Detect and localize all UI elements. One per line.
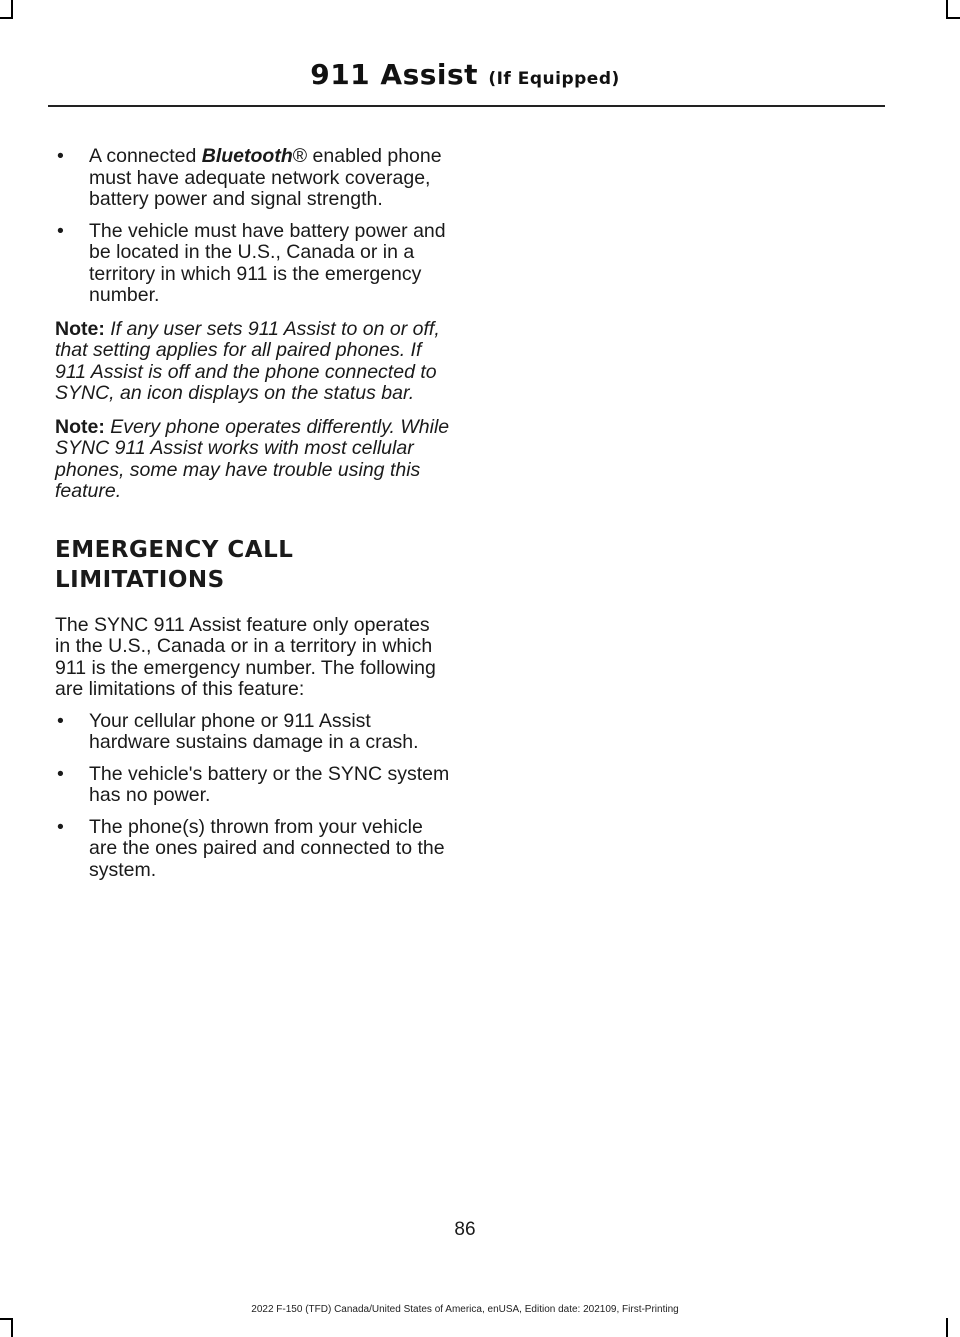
crop-mark-top-right <box>946 0 948 18</box>
list-item: • A connected Bluetooth® enabled phone must have adequate network coverage, battery power and signal strength. <box>57 145 442 210</box>
page-number: 86 <box>454 1219 476 1240</box>
crop-mark-top-right-h <box>946 17 960 19</box>
note-label: Note: <box>55 317 105 340</box>
header-title: 911 Assist <box>310 58 479 91</box>
bullet-glyph: • <box>57 815 64 838</box>
bullet-glyph: • <box>57 145 64 167</box>
header-divider <box>48 105 885 107</box>
note-text: Every phone operates differently. While SYNC 911 Assist works with most cellular phones, some may have trouble using this feature. <box>55 415 450 502</box>
footer-edition-info: 2022 F-150 (TFD) Canada/United States of America, enUSA, Edition date: 202109, First-Printing <box>251 1304 679 1315</box>
list-item: • The vehicle must have battery power and be located in the U.S., Canada or in a territory in which 911 is the emergency number. <box>57 219 446 306</box>
page-header <box>0 58 930 91</box>
list-item: • The vehicle's battery or the SYNC system has no power. <box>57 762 450 806</box>
note-paired-phones <box>55 319 450 405</box>
section-heading: EMERGENCY CALL LIMITATIONS <box>55 536 294 593</box>
bullet-glyph: • <box>57 709 64 732</box>
limitations-list <box>55 711 450 882</box>
content-column <box>55 146 450 891</box>
bullet-glyph: • <box>57 762 64 785</box>
list-item: • The phone(s) thrown from your vehicle are the ones paired and connected to the system. <box>57 815 445 881</box>
note-label: Note: <box>55 415 105 438</box>
note-phone-compat <box>55 417 450 503</box>
requirements-list <box>55 146 450 307</box>
crop-mark-bottom-left <box>11 1318 13 1337</box>
list-item: • Your cellular phone or 911 Assist hardware sustains damage in a crash. <box>57 709 419 753</box>
crop-mark-bottom-left-h <box>0 1318 13 1320</box>
bullet-glyph: • <box>57 219 64 242</box>
crop-mark-top-left <box>11 0 13 18</box>
note-text: If any user sets 911 Assist to on or off, that setting applies for all paired phones. If 911 Assist is off and the phone connected to SYNC, an icon displays on the status bar. <box>55 317 440 404</box>
header-subtitle: (If Equipped) <box>488 69 620 89</box>
section-intro: The SYNC 911 Assist feature only operates in the U.S., Canada or in a territory in which 911 is the emergency number. The following are limitations of this feature: <box>55 613 436 700</box>
crop-mark-bottom-right <box>946 1318 948 1337</box>
crop-mark-top-left-h <box>0 17 13 19</box>
bluetooth-term: Bluetooth <box>201 145 293 167</box>
